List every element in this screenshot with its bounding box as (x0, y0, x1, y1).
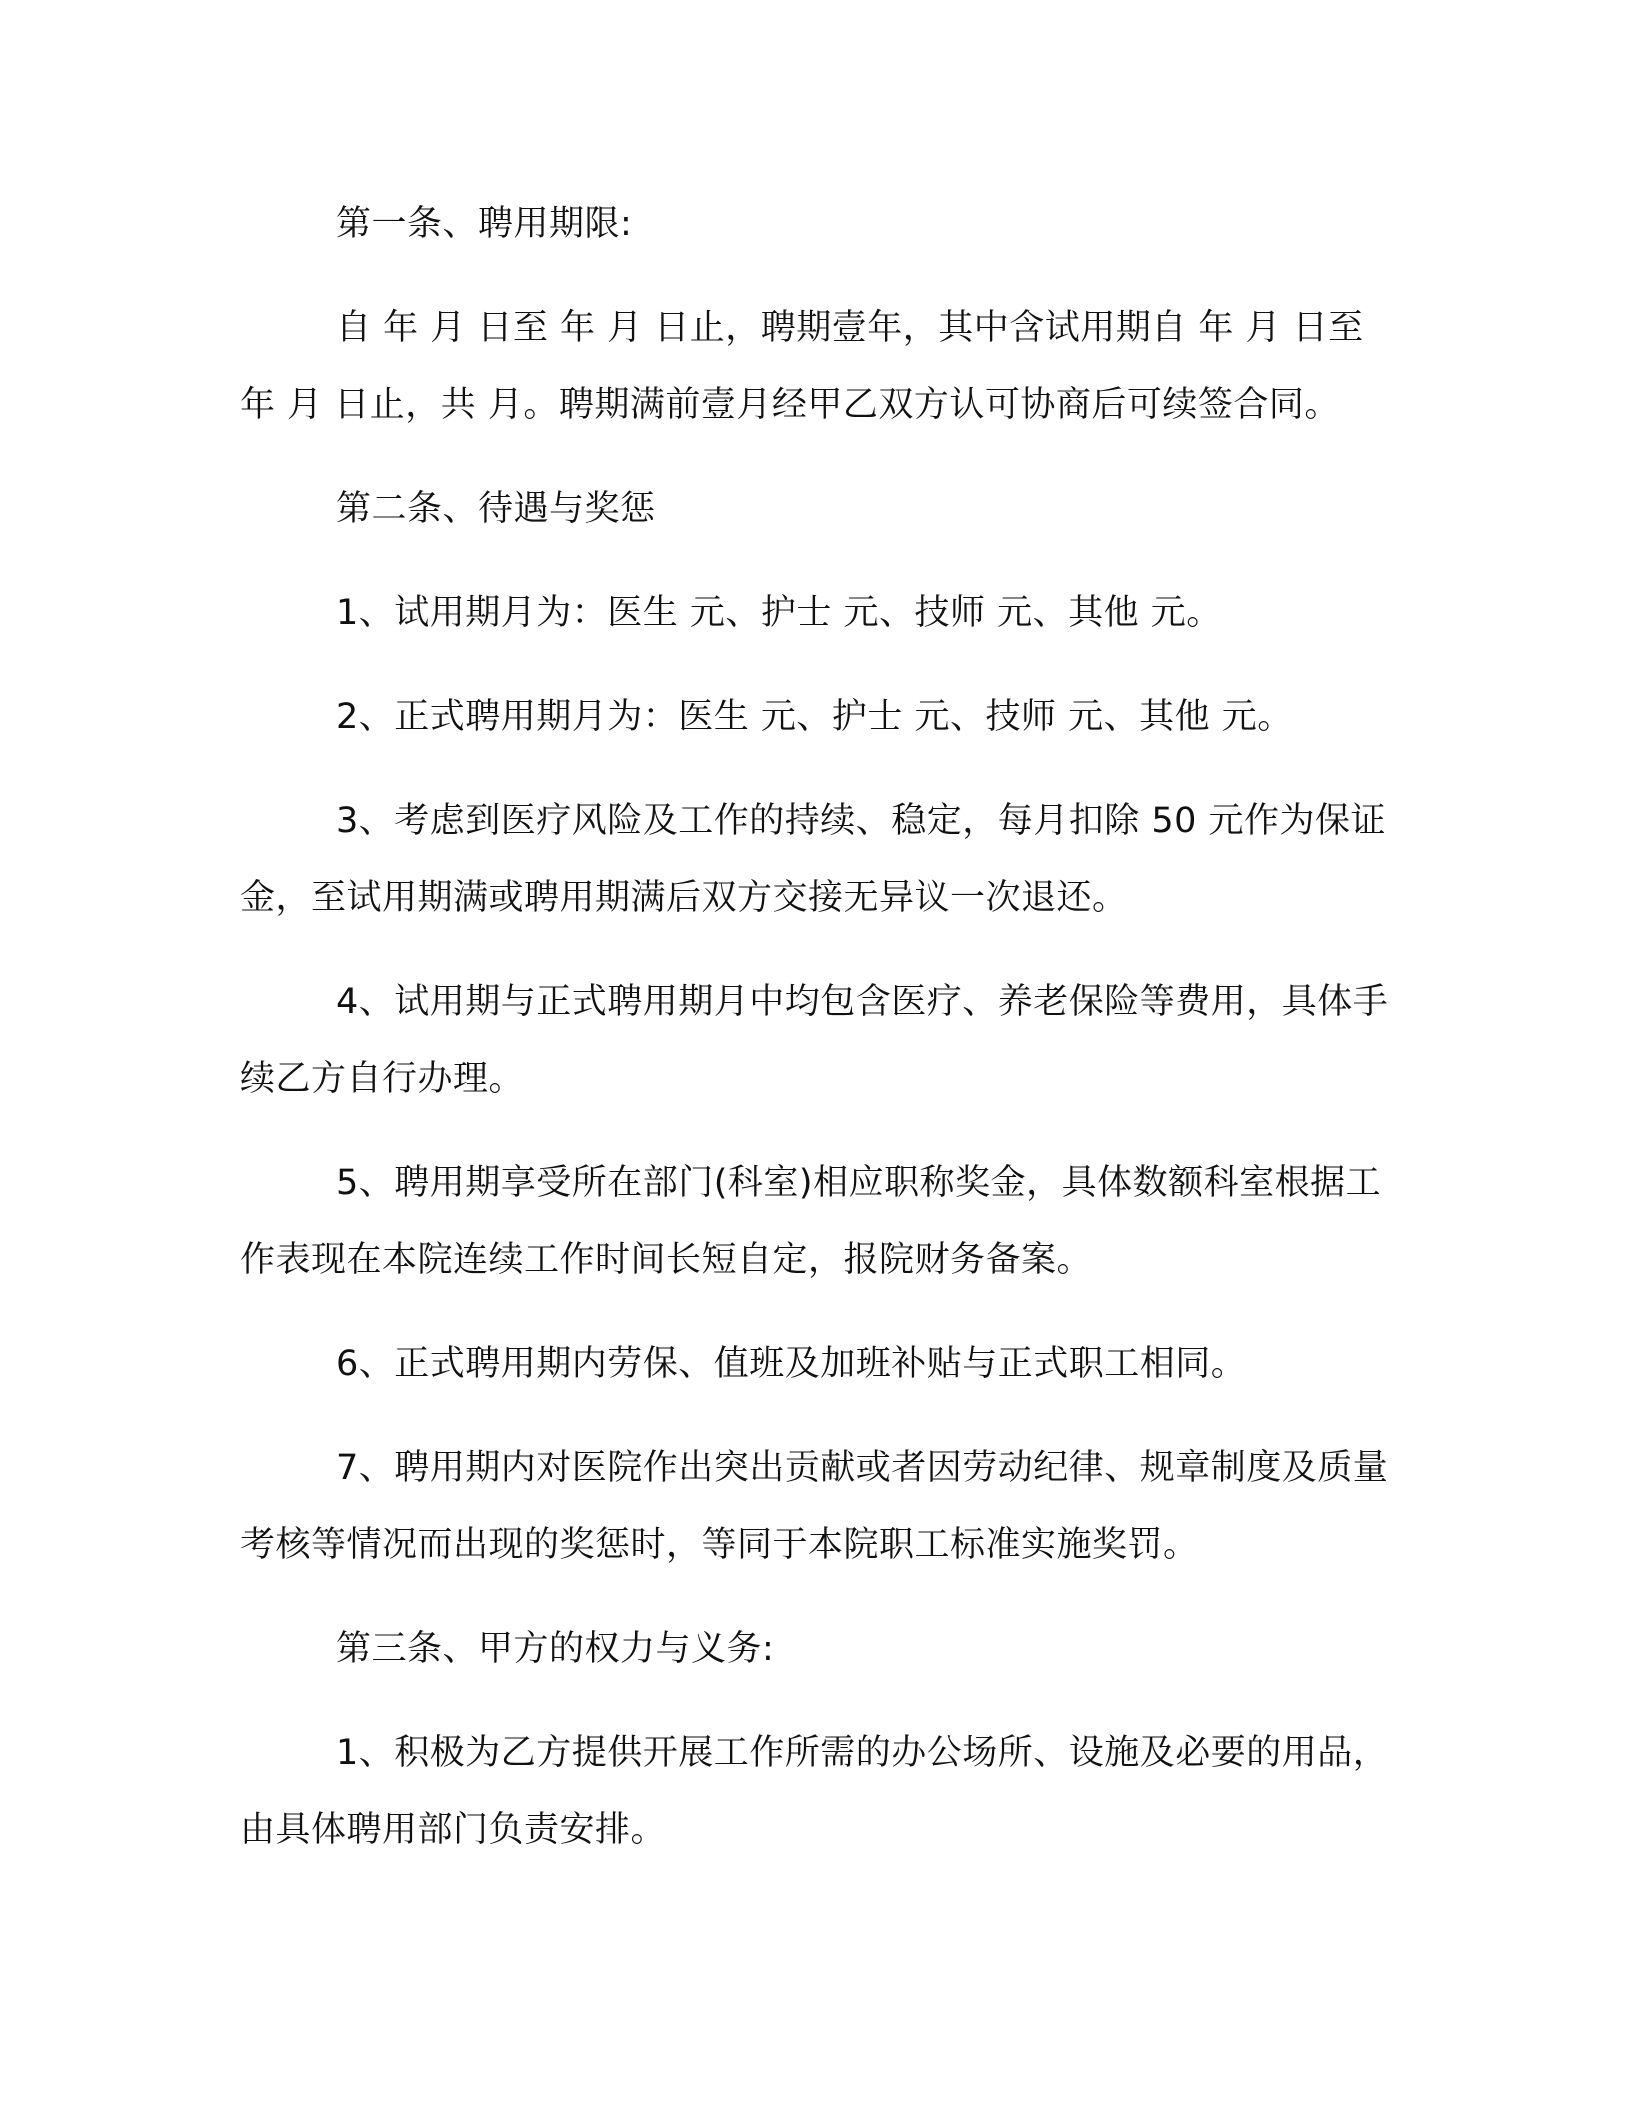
document-body (240, 186, 1400, 1869)
article-3-heading: 第三条、甲方的权力与义务: (336, 1629, 775, 1669)
article-2-item-3: 3、考虑到医疗风险及工作的持续、稳定，每月扣除 50 元作为保证金，至试用期满或聘用期满后双方交接无异议一次退还。 (240, 801, 1387, 918)
article-2-item-1: 1、试用期月为：医生 元、护士 元、技师 元、其他 元。 (336, 593, 1222, 633)
article-2-item-4: 4、试用期与正式聘用期月中均包含医疗、养老保险等费用，具体手续乙方自行办理。 (240, 982, 1389, 1099)
article-2-item-5: 5、聘用期享受所在部门(科室)相应职称奖金，具体数额科室根据工作表现在本院连续工作时间长短自定，报院财务备案。 (240, 1163, 1382, 1280)
article-3-item-1: 1、积极为乙方提供开展工作所需的办公场所、设施及必要的用品，由具体聘用部门负责安排。 (240, 1733, 1389, 1850)
article-1-term-text: 自 年 月 日至 年 月 日止，聘期壹年，其中含试用期自 年 月 日至 年 月 日止，共 月。聘期满前壹月经甲乙双方认可协商后可续签合同。 (240, 308, 1364, 425)
article-2-item-2: 2、正式聘用期月为：医生 元、护士 元、技师 元、其他 元。 (336, 697, 1293, 737)
article-1-heading: 第一条、聘用期限: (336, 204, 633, 244)
article-2-heading: 第二条、待遇与奖惩 (336, 489, 656, 529)
article-2-item-6: 6、正式聘用期内劳保、值班及加班补贴与正式职工相同。 (336, 1344, 1247, 1384)
article-2-item-7: 7、聘用期内对医院作出突出贡献或者因劳动纪律、规章制度及质量考核等情况而出现的奖惩时，等同于本院职工标准实施奖罚。 (240, 1448, 1389, 1565)
